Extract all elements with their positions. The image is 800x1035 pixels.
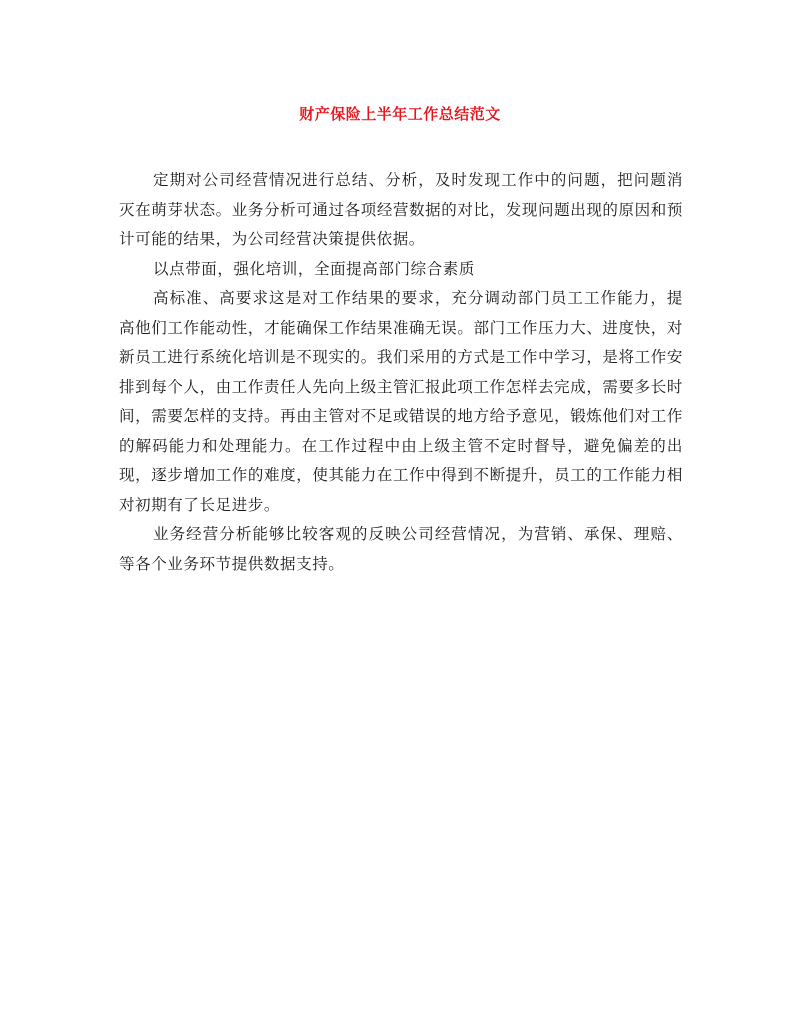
paragraph-1: 定期对公司经营情况进行总结、分析，及时发现工作中的问题，把问题消灭在萌芽状态。业务分析可通过各项经营数据的对比，发现问题出现的原因和预计可能的结果，为公司经营决策提供依据。 bbox=[119, 171, 683, 248]
document-body bbox=[119, 166, 683, 579]
paragraph-2-heading: 以点带面，强化培训，全面提高部门综合素质 bbox=[153, 259, 476, 278]
paragraph-3: 高标准、高要求这是对工作结果的要求，充分调动部门员工工作能力，提高他们工作能动性，才能确保工作结果准确无误。部门工作压力大、进度快，对新员工进行系统化培训是不现实的。我们采用的方式是工作中学习，是将工作安排到每个人，由工作责任人先向上级主管汇报此项工作怎样去完成，需要多长时间，需要怎样的支持。再由主管对不足或错误的地方给予意见，锻炼他们对工作的解码能力和处理能力。在工作过程中由上级主管不定时督导，避免偏差的出现，逐步增加工作的难度，使其能力在工作中得到不断提升，员工的工作能力相对初期有了长足进步。 bbox=[119, 289, 683, 514]
paragraph-4: 业务经营分析能够比较客观的反映公司经营情况，为营销、承保、理赔、等各个业务环节提供数据支持。 bbox=[119, 525, 683, 573]
document-title: 财产保险上半年工作总结范文 bbox=[299, 105, 501, 123]
